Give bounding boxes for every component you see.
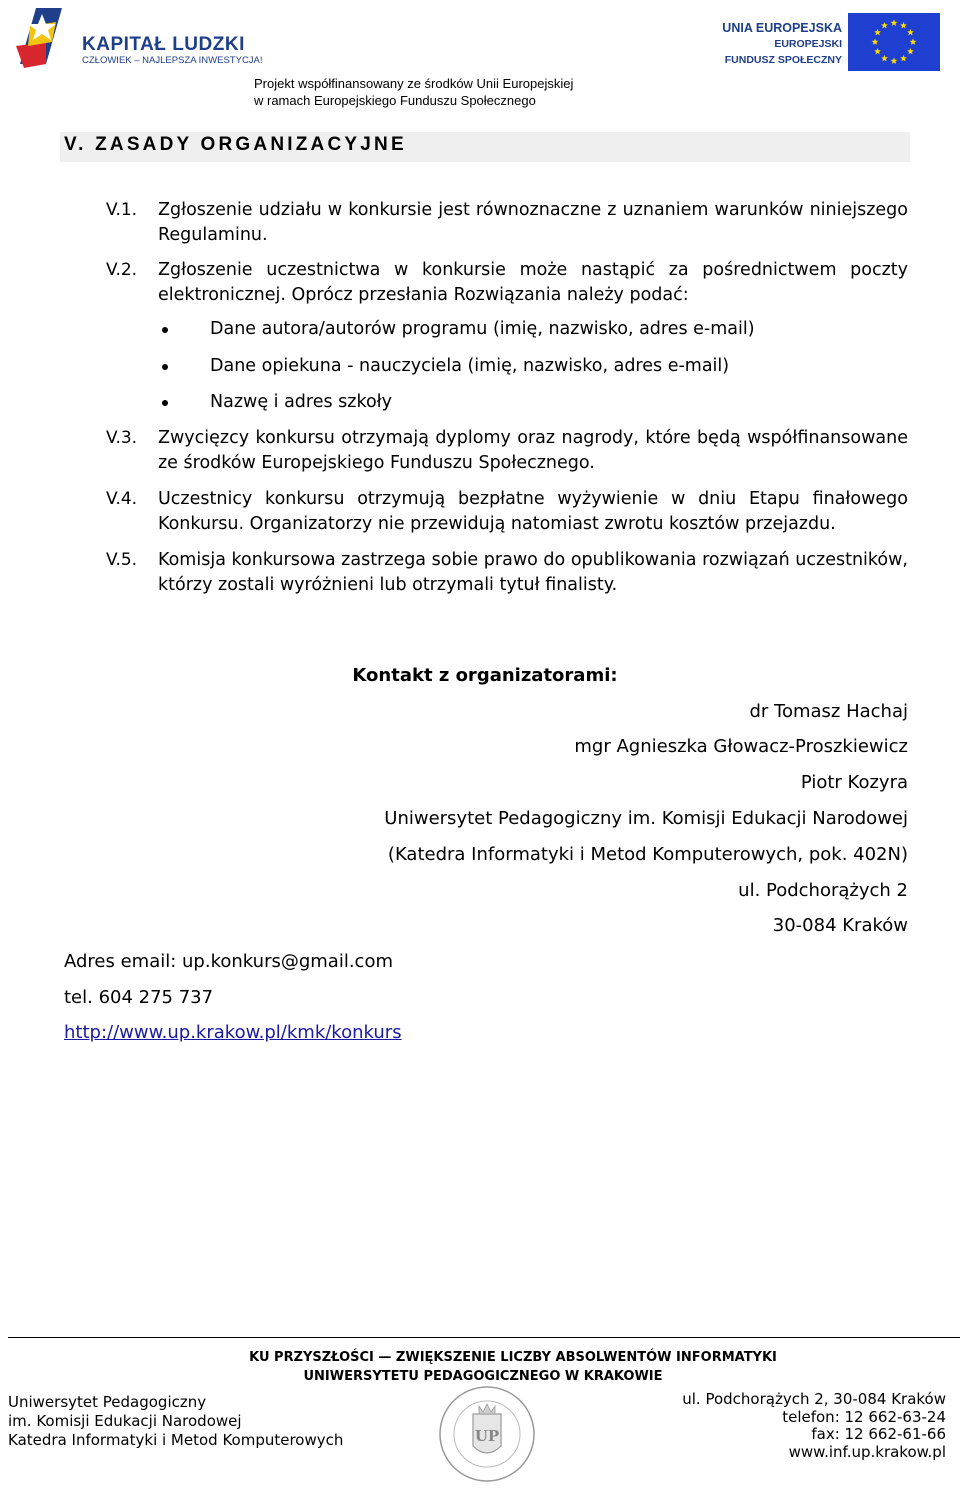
contact-line: ul. Podchorążych 2 bbox=[738, 880, 908, 901]
item-text: Zwycięzcy konkursu otrzymają dyplomy oraz nagrody, które będą współfinansowane ze środków Europejskiego Funduszu Społecznego. bbox=[158, 428, 908, 473]
contact-line: dr Tomasz Hachaj bbox=[749, 701, 908, 722]
svg-text:UP: UP bbox=[474, 1427, 500, 1445]
kapital-ludzki-subtitle: CZŁOWIEK – NAJLEPSZA INWESTYCJA! bbox=[82, 55, 263, 66]
contact-phone: tel. 604 275 737 bbox=[64, 987, 214, 1008]
bullet-dot bbox=[162, 400, 168, 406]
eu-logo-line3: FUNDUSZ SPOŁECZNY bbox=[724, 54, 842, 66]
contact-email: Adres email: up.konkurs@gmail.com bbox=[64, 951, 394, 972]
kapital-ludzki-emblem bbox=[16, 8, 62, 68]
bullet-item: Dane autora/autorów programu (imię, nazwisko, adres e-mail) bbox=[210, 319, 755, 339]
item-number: V.3. bbox=[106, 428, 138, 448]
footer-right-line: fax: 12 662-61-66 bbox=[811, 1425, 946, 1443]
item-text: Zgłoszenie uczestnictwa w konkursie może nastąpić za pośrednictwem poczty elektronicznej. Oprócz przesłania Rozwiązania należy podać: bbox=[158, 260, 908, 305]
footer-divider bbox=[8, 1337, 960, 1338]
item-number: V.2. bbox=[106, 260, 138, 280]
contact-website-link[interactable]: http://www.up.krakow.pl/kmk/konkurs bbox=[64, 1022, 402, 1043]
item-number: V.4. bbox=[106, 489, 138, 509]
footer-left-line: Katedra Informatyki i Metod Komputerowych bbox=[8, 1431, 344, 1449]
bullet-dot bbox=[162, 327, 168, 333]
bullet-item: Dane opiekuna - nauczyciela (imię, nazwisko, adres e-mail) bbox=[210, 356, 730, 376]
bullet-item: Nazwę i adres szkoły bbox=[210, 392, 393, 412]
item-text: Komisja konkursowa zastrzega sobie prawo do opublikowania rozwiązań uczestników, którzy zostali wyróżnieni lub otrzymali tytuł finalisty. bbox=[158, 550, 908, 595]
footer-right-line: www.inf.up.krakow.pl bbox=[788, 1442, 946, 1461]
project-cofinancing-note bbox=[254, 75, 654, 109]
footer-institution bbox=[8, 1393, 343, 1450]
kapital-ludzki-title: KAPITAŁ LUDZKI bbox=[82, 34, 245, 55]
eu-logo-line2: EUROPEJSKI bbox=[774, 38, 842, 50]
footer-right-line: ul. Podchorążych 2, 30-084 Kraków bbox=[682, 1390, 946, 1408]
section-title: V. ZASADY ORGANIZACYJNE bbox=[64, 134, 407, 155]
contact-line: (Katedra Informatyki i Metod Komputerowych, pok. 402N) bbox=[387, 844, 908, 865]
project-line2: w ramach Europejskiego Funduszu Społecznego bbox=[254, 93, 536, 108]
contact-heading: Kontakt z organizatorami: bbox=[352, 665, 618, 686]
contact-line: 30-084 Kraków bbox=[772, 915, 908, 936]
contact-line: Piotr Kozyra bbox=[800, 772, 908, 793]
footer-right-line: telefon: 12 662-63-24 bbox=[782, 1407, 946, 1426]
footer-left-line: Uniwersytet Pedagogiczny bbox=[8, 1393, 207, 1411]
eu-flag-icon bbox=[848, 13, 940, 71]
footer-project-subtitle: UNIWERSYTETU PEDAGOGICZNEGO W KRAKOWIE bbox=[303, 1369, 663, 1384]
footer-contact bbox=[682, 1391, 946, 1461]
item-text: Zgłoszenie udziału w konkursie jest równoznaczne z uznaniem warunków niniejszego Regulaminu. bbox=[158, 200, 908, 245]
bullet-dot bbox=[162, 364, 168, 370]
eu-logo-text bbox=[722, 20, 842, 68]
footer-left-line: im. Komisji Edukacji Narodowej bbox=[8, 1412, 242, 1430]
project-line1: Projekt współfinansowany ze środków Unii Europejskiej bbox=[254, 76, 574, 91]
contact-line: mgr Agnieszka Głowacz-Proszkiewicz bbox=[574, 736, 908, 757]
eu-logo-line1: UNIA EUROPEJSKA bbox=[722, 21, 842, 35]
item-number: V.5. bbox=[106, 550, 138, 570]
footer-project-title: KU PRZYSZŁOŚCI — ZWIĘKSZENIE LICZBY ABSOLWENTÓW INFORMATYKI bbox=[249, 1350, 777, 1365]
item-number: V.1. bbox=[106, 200, 138, 220]
university-seal-icon bbox=[437, 1384, 537, 1484]
contact-line: Uniwersytet Pedagogiczny im. Komisji Edukacji Narodowej bbox=[384, 808, 908, 829]
item-text: Uczestnicy konkursu otrzymują bezpłatne wyżywienie w dniu Etapu finałowego Konkursu. Organizatorzy nie przewidują natomiast zwrotu kosztów przejazdu. bbox=[158, 489, 908, 534]
